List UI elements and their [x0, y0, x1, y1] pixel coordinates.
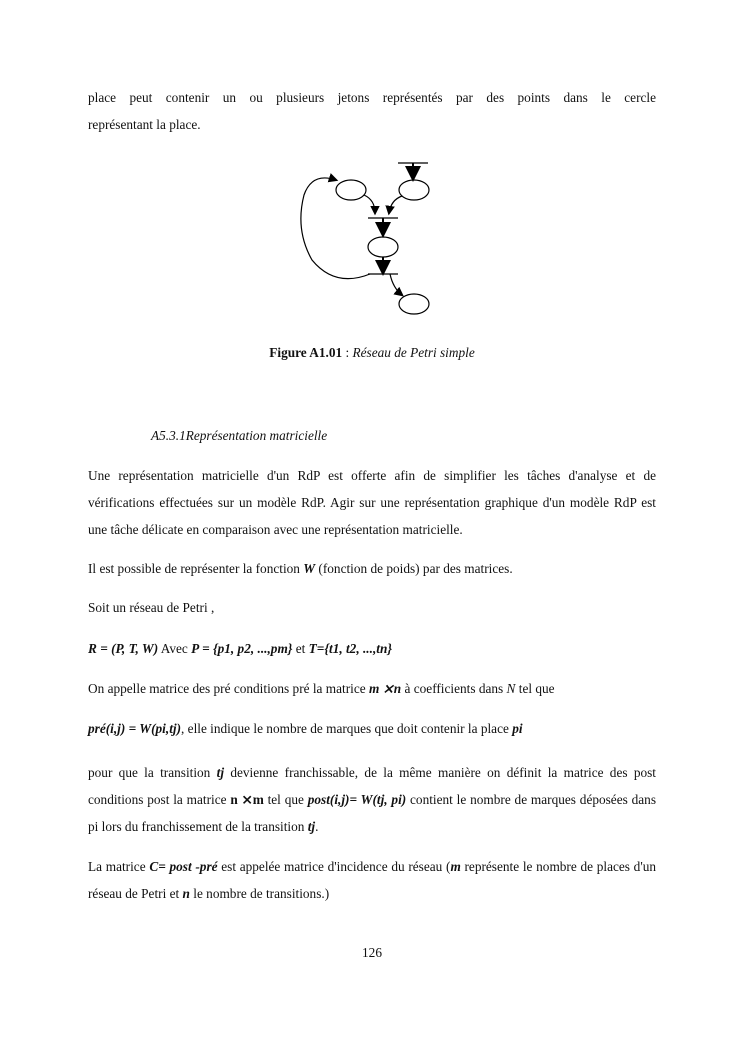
intro-paragraph	[88, 84, 656, 138]
t: pi	[512, 721, 523, 736]
intro-line-1: place peut contenir un ou plusieurs jetons représentés par des points dans le cercle	[88, 90, 656, 105]
t: m ⨯n	[368, 681, 402, 696]
t: tel que	[263, 792, 308, 807]
paragraph-2	[88, 555, 656, 582]
t: n ⨯m	[230, 792, 264, 807]
t: Avec	[158, 641, 192, 656]
figure-caption	[88, 339, 656, 366]
t: La matrice	[88, 859, 150, 874]
t: représente le nombre de places d'un réseau de Petri et	[88, 859, 657, 901]
t: (fonction de poids) par des matrices.	[315, 561, 513, 576]
t: pour que la transition	[88, 765, 217, 780]
petri-net-diagram	[290, 150, 440, 330]
t: devienne franchissable, de la même manière on définit la matrice des post conditions post la matrice	[88, 765, 656, 807]
t: T={t1, t2, ...,tn}	[308, 641, 392, 656]
t: n	[182, 886, 190, 901]
t: C= post -pré	[149, 859, 218, 874]
place-p1	[336, 180, 366, 200]
paragraph-1: Une représentation matricielle d'un RdP est offerte afin de simplifier les tâches d'analyse et de vérifications effectuées sur un modèle RdP. Agir sur une représentation graphique d'un modèle RdP est une tâche délicate en comparaison avec une représentation matricielle.	[88, 468, 656, 537]
figure-label: Figure A1.01	[269, 345, 343, 360]
section-heading: A5.3.1Représentation matricielle	[151, 428, 328, 443]
place-p4	[399, 294, 429, 314]
paragraph-8	[88, 853, 656, 907]
t: est appelée matrice d'incidence du réseau (	[217, 859, 451, 874]
place-p2	[399, 180, 429, 200]
t: Il est possible de représenter la fonction	[88, 561, 304, 576]
t: tel que	[515, 681, 555, 696]
t: contient le nombre de marques déposées dans pi lors du franchissement de la transition	[88, 792, 656, 834]
t: P = {p1, p2, ...,pm}	[191, 641, 293, 656]
paragraph-4	[88, 635, 656, 662]
t: .	[315, 819, 319, 834]
t: tj	[216, 765, 225, 780]
t: le nombre de transitions.)	[189, 886, 330, 901]
paragraph-7	[88, 759, 656, 840]
paragraph-6	[88, 715, 656, 742]
paragraph-3: Soit un réseau de Petri ,	[88, 600, 215, 615]
t: pré(i,j) = W(pi,tj)	[88, 721, 182, 736]
t: , elle indique le nombre de marques que doit contenir la place	[181, 721, 513, 736]
paragraph-5	[88, 675, 656, 702]
t: tj	[307, 819, 316, 834]
t: R = (P, T, W)	[88, 641, 159, 656]
t: à coefficients dans	[401, 681, 507, 696]
intro-line-2: représentant la place.	[88, 117, 201, 132]
caption-sep: :	[342, 345, 353, 360]
t: W	[303, 561, 316, 576]
t: N	[506, 681, 516, 696]
page-number: 126	[362, 945, 382, 960]
place-p3	[368, 237, 398, 257]
t: post(i,j)= W(tj, pi)	[307, 792, 407, 807]
t: et	[292, 641, 309, 656]
t: m	[450, 859, 461, 874]
t: On appelle matrice des pré conditions pré la matrice	[88, 681, 369, 696]
figure-title: Réseau de Petri simple	[352, 345, 475, 360]
